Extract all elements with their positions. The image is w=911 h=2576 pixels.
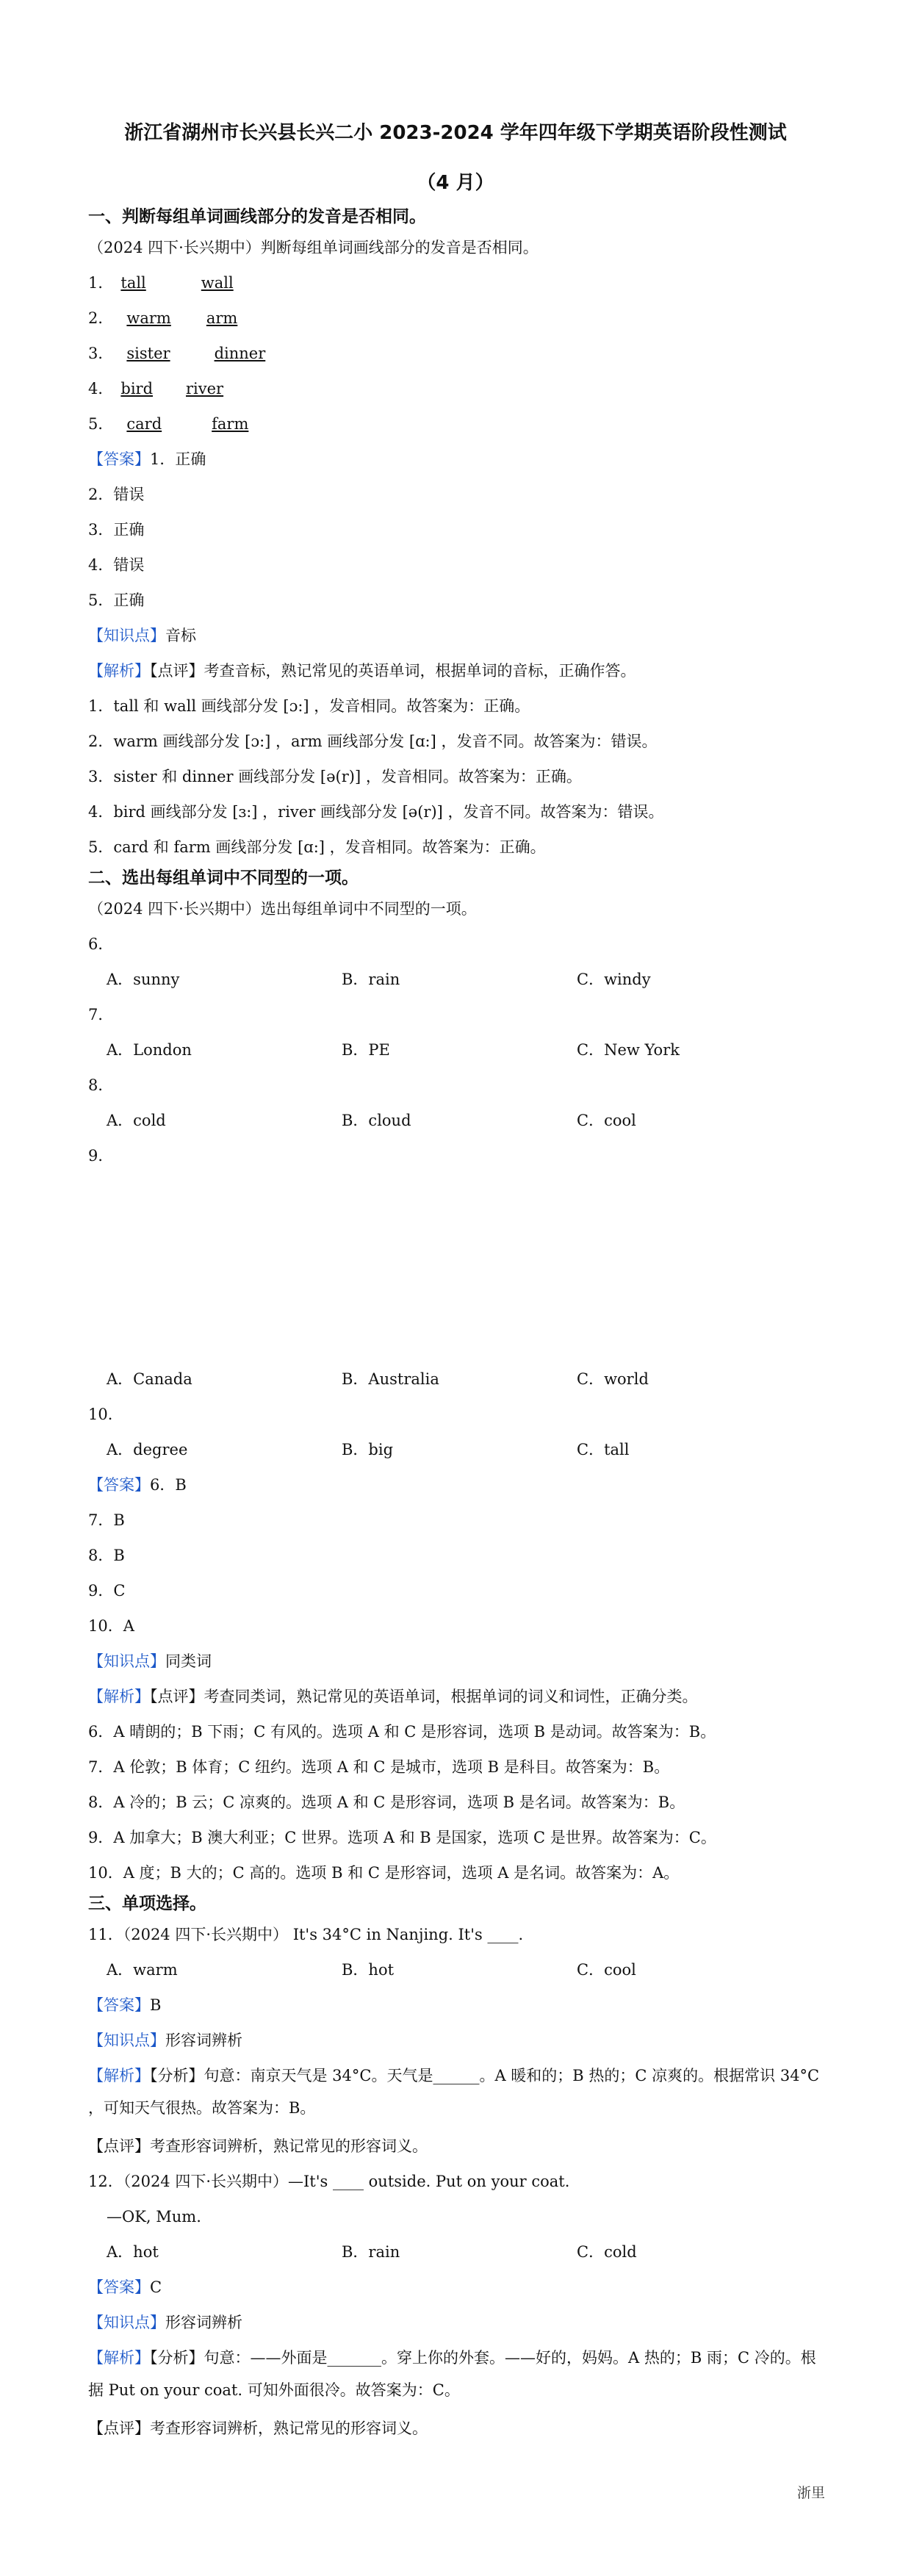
q5-word2: farm — [212, 415, 249, 433]
section2-answer-9: 9．C — [88, 1582, 126, 1600]
q10-option-c[interactable]: C．tall — [577, 1441, 630, 1458]
q2-word2: arm — [206, 309, 238, 327]
q6-num: 6． — [88, 935, 114, 953]
knowledge-text: 形容词辨析 — [165, 2032, 242, 2049]
section1-answer-2: 2．错误 — [88, 486, 145, 503]
analysis-tag: 【解析】 — [88, 2067, 150, 2084]
analysis-text: 【分析】句意：南京天气是 34°C。天气是______。A 暖和的；B 热的；C 凉爽的。根据常识 34°C ，可知天气很热。故答案为：B。 — [88, 2067, 820, 2117]
q12-option-a[interactable]: A．hot — [107, 2243, 159, 2261]
section1-explain-1: 1．tall 和 wall 画线部分发 [ɔ:] ，发音相同。故答案为：正确。 — [88, 697, 530, 715]
section1-explain-2: 2．warm 画线部分发 [ɔ:] ，arm 画线部分发 [ɑ:] ，发音不同。故答案为：错误。 — [88, 733, 658, 750]
q4-word1: bird — [120, 380, 154, 397]
analysis-tag: 【解析】 — [88, 662, 150, 680]
q4-num: 4． — [88, 380, 114, 397]
q8-option-b[interactable]: B．cloud — [342, 1112, 411, 1129]
q5-row — [88, 413, 248, 435]
analysis-text: 【点评】考查同类词，熟记常见的英语单词，根据单词的词义和词性，正确分类。 — [150, 1688, 698, 1705]
q4-word2: river — [186, 380, 224, 397]
q8-num: 8． — [88, 1076, 114, 1094]
section2-knowledge — [88, 1650, 212, 1672]
q2-row — [88, 307, 237, 329]
section1-answer — [88, 448, 206, 470]
section2-explain-9: 9．A 加拿大；B 澳大利亚；C 世界。选项 A 和 B 是国家，选项 C 是世界。故答案为：C。 — [88, 1829, 716, 1846]
q6-option-a[interactable]: A．sunny — [107, 971, 180, 988]
q1-row — [88, 272, 234, 294]
doc-subtitle: （4 月） — [417, 172, 494, 194]
knowledge-tag: 【知识点】 — [88, 1652, 165, 1670]
section2-source: （2024 四下·长兴期中）选出每组单词中不同型的一项。 — [88, 900, 477, 918]
q12-stem: 12．（2024 四下·长兴期中）—It's ____ outside. Put on your coat. — [88, 2173, 570, 2190]
knowledge-text: 音标 — [165, 627, 196, 644]
q9-option-b[interactable]: B．Australia — [342, 1370, 439, 1388]
q1-word2: wall — [201, 274, 234, 292]
q6-option-b[interactable]: B．rain — [342, 971, 400, 988]
q8-option-c[interactable]: C．cool — [577, 1112, 636, 1129]
q11-knowledge — [88, 2029, 242, 2051]
knowledge-text: 同类词 — [165, 1652, 212, 1670]
q3-num: 3． — [88, 345, 114, 362]
section1-answer-5: 5．正确 — [88, 591, 145, 609]
q9-option-a[interactable]: A．Canada — [107, 1370, 192, 1388]
q12-analysis — [88, 2342, 823, 2406]
q11-stem: 11．（2024 四下·长兴期中） It's 34°C in Nanjing. It's ____. — [88, 1926, 524, 1943]
knowledge-tag: 【知识点】 — [88, 627, 165, 644]
section1-source: （2024 四下·长兴期中）判断每组单词画线部分的发音是否相同。 — [88, 239, 539, 256]
q11-answer — [88, 1994, 161, 2016]
q2-num: 2． — [88, 309, 114, 327]
page-footer-brand: 浙里 — [797, 2485, 826, 2501]
section2-analysis — [88, 1685, 698, 1708]
q5-num: 5． — [88, 415, 114, 433]
q3-word1: sister — [126, 345, 170, 362]
q4-row — [88, 378, 223, 400]
q1-word1: tall — [120, 274, 146, 292]
section3-heading: 三、单项选择。 — [88, 1894, 206, 1913]
q7-option-a[interactable]: A．London — [107, 1041, 192, 1059]
q10-option-b[interactable]: B．big — [342, 1441, 394, 1458]
analysis-tag: 【解析】 — [88, 1688, 150, 1705]
q7-num: 7． — [88, 1006, 114, 1023]
q12-option-c[interactable]: C．cold — [577, 2243, 637, 2261]
q6-option-c[interactable]: C．windy — [577, 971, 651, 988]
section1-explain-4: 4．bird 画线部分发 [ɜ:] ，river 画线部分发 [ə(r)] ，发音不同。故答案为：错误。 — [88, 803, 664, 821]
q12-answer — [88, 2276, 162, 2298]
section1-answer-3: 3．正确 — [88, 521, 145, 539]
answer-tag: 【答案】 — [88, 450, 150, 468]
q11-option-c[interactable]: C．cool — [577, 1961, 636, 1979]
section1-knowledge — [88, 625, 196, 647]
section2-answer — [88, 1474, 187, 1496]
q11-option-a[interactable]: A．warm — [107, 1961, 178, 1979]
knowledge-tag: 【知识点】 — [88, 2032, 165, 2049]
q8-option-a[interactable]: A．cold — [107, 1112, 166, 1129]
doc-title: 浙江省湖州市长兴县长兴二小 2023-2024 学年四年级下学期英语阶段性测试 — [124, 122, 787, 144]
section1-explain-3: 3．sister 和 dinner 画线部分发 [ə(r)] ，发音相同。故答案为：正确。 — [88, 768, 582, 785]
section2-explain-10: 10．A 度；B 大的；C 高的。选项 B 和 C 是形容词，选项 A 是名词。故答案为：A。 — [88, 1864, 680, 1882]
section2-answer-7: 7．B — [88, 1511, 125, 1529]
q11-analysis — [88, 2059, 823, 2124]
q10-option-a[interactable]: A．degree — [107, 1441, 188, 1458]
answer-text: C — [150, 2278, 162, 2296]
section1-heading: 一、判断每组单词画线部分的发音是否相同。 — [88, 207, 426, 226]
q10-num: 10． — [88, 1406, 123, 1423]
knowledge-text: 形容词辨析 — [165, 2314, 242, 2331]
q12-stem-reply: —OK, Mum. — [107, 2208, 201, 2226]
q7-option-c[interactable]: C．New York — [577, 1041, 680, 1059]
analysis-tag: 【解析】 — [88, 2349, 150, 2367]
section2-heading: 二、选出每组单词中不同型的一项。 — [88, 868, 359, 888]
q11-option-b[interactable]: B．hot — [342, 1961, 395, 1979]
q12-option-b[interactable]: B．rain — [342, 2243, 400, 2261]
q3-row — [88, 342, 265, 364]
analysis-text: 【点评】考查音标，熟记常见的英语单词，根据单词的音标，正确作答。 — [150, 662, 636, 680]
q12-knowledge — [88, 2311, 242, 2334]
q3-word2: dinner — [214, 345, 266, 362]
answer-text: 6．B — [150, 1476, 187, 1494]
answer-tag: 【答案】 — [88, 1996, 150, 2014]
q9-option-c[interactable]: C．world — [577, 1370, 649, 1388]
section2-answer-10: 10．A — [88, 1617, 134, 1635]
answer-text: 1．正确 — [150, 450, 206, 468]
answer-tag: 【答案】 — [88, 2278, 150, 2296]
section2-explain-8: 8．A 冷的；B 云；C 凉爽的。选项 A 和 C 是形容词，选项 B 是名词。故答案为：B。 — [88, 1794, 685, 1811]
q2-word1: warm — [126, 309, 171, 327]
q11-comment: 【点评】考查形容词辨析，熟记常见的形容词义。 — [88, 2137, 428, 2155]
section1-answer-4: 4．错误 — [88, 556, 145, 574]
answer-tag: 【答案】 — [88, 1476, 150, 1494]
section2-answer-8: 8．B — [88, 1547, 125, 1564]
q9-num: 9． — [88, 1147, 114, 1165]
section1-explain-5: 5．card 和 farm 画线部分发 [ɑ:] ，发音相同。故答案为：正确。 — [88, 838, 546, 856]
q12-comment: 【点评】考查形容词辨析，熟记常见的形容词义。 — [88, 2420, 428, 2437]
q7-option-b[interactable]: B．PE — [342, 1041, 390, 1059]
answer-text: B — [150, 1996, 162, 2014]
q1-num: 1． — [88, 274, 114, 292]
section1-analysis — [88, 660, 636, 682]
section2-explain-7: 7．A 伦敦；B 体育；C 纽约。选项 A 和 C 是城市，选项 B 是科目。故答案为：B。 — [88, 1758, 670, 1776]
section2-explain-6: 6．A 晴朗的；B 下雨；C 有风的。选项 A 和 C 是形容词，选项 B 是动词。故答案为：B。 — [88, 1723, 716, 1741]
knowledge-tag: 【知识点】 — [88, 2314, 165, 2331]
analysis-text: 【分析】句意：——外面是_______。穿上你的外套。——好的，妈妈。A 热的；B 雨；C 冷的。根据 Put on your coat. 可知外面很冷。故答案为：C。 — [88, 2349, 816, 2399]
q5-word1: card — [126, 415, 162, 433]
